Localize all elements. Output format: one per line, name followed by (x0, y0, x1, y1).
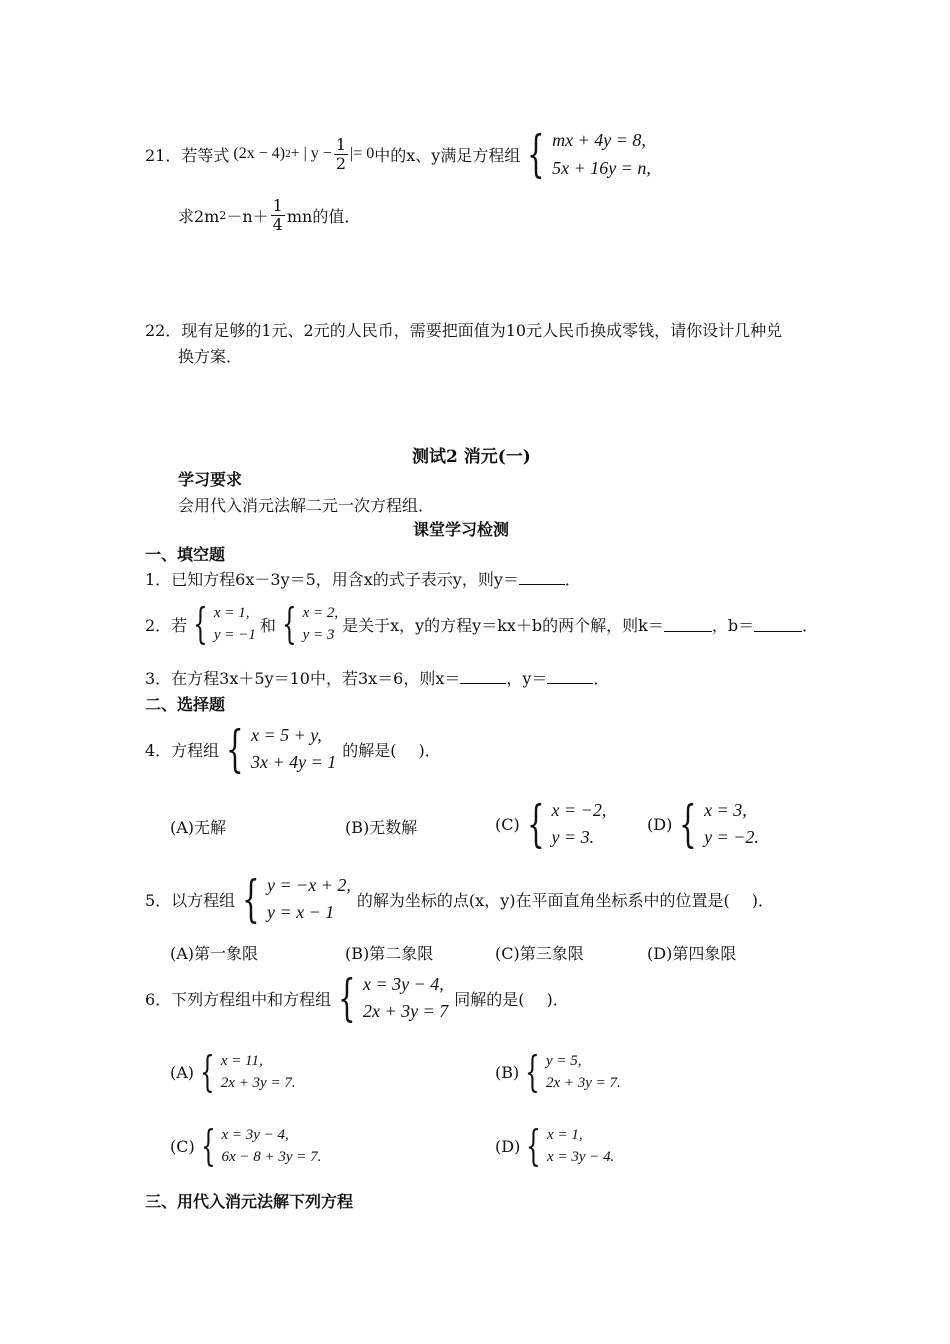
part1-heading: 一、填空题 (145, 545, 226, 564)
q21-line2: 求2m 2 －n＋ $\frac{1}{4}$ mn的值． (178, 195, 361, 234)
q5-option-C[interactable]: (C)第三象限 (495, 944, 584, 963)
p1-q1: 1．已知方程6x－3y＝5，用含x的式子表示y，则y＝ ． (145, 570, 581, 589)
q5-option-A[interactable]: (A)第一象限 (170, 944, 259, 963)
q2-system-2: { x = 2, y = 3 (281, 599, 339, 648)
q21-line1 (145, 126, 651, 182)
requirements-text: 会用代入消元法解二元一次方程组． (178, 496, 435, 515)
q21-system: { mx + 4y = 8, 5x + 16y = n, (527, 125, 651, 183)
q21-sup: 2 (285, 148, 291, 160)
part2-heading: 二、选择题 (145, 695, 226, 714)
q6-option-C[interactable]: (C) { x = 3y − 4, 6x − 8 + 3y = 7. (170, 1121, 322, 1170)
q21-fraction-2: $\frac{1}{4}$ (272, 195, 283, 234)
q21-expr-b: + | y − (290, 145, 332, 162)
p2-q4: 4．方程组 { x = 5 + y, 3x + 4y = 1 的解是( )． (145, 720, 441, 778)
requirements-heading: 学习要求 (178, 470, 243, 489)
q6-option-B[interactable]: (B) { y = 5, 2x + 3y = 7. (495, 1047, 621, 1096)
q21-pre: 若等式 (181, 145, 230, 165)
q2-system-1: { x = 1, y = −1 (193, 599, 256, 648)
q21-number: 21． (145, 145, 182, 165)
p1-q2: 2．若 { x = 1, y = −1 和 { x = 2, y = 3 是关于x，y的方程y＝kx＋b的两个解，则k＝ ，b＝ ． (145, 599, 819, 648)
q21-expr-a: (2x − 4) (233, 145, 286, 162)
classroom-check-title: 课堂学习检测 (413, 520, 510, 539)
q21-mid: 中的x、y满足方程组 (374, 145, 521, 165)
p1-q3: 3．在方程3x＋5y＝10中，若3x＝6，则x＝ ，y＝ ． (145, 669, 610, 688)
blank (519, 570, 565, 585)
q4-option-B[interactable]: (B)无数解 (345, 818, 418, 837)
part3-heading: 三、用代入消元法解下列方程 (145, 1192, 354, 1211)
q21-fraction: $\frac{1}{2}$ (335, 134, 347, 173)
q4-option-D[interactable]: (D) { x = 3, y = −2. (647, 795, 759, 853)
q6-option-A[interactable]: (A) { x = 11, 2x + 3y = 7. (170, 1047, 296, 1096)
q22-line1: 22．现有足够的1元、2元的人民币，需要把面值为10元人民币换成零钱，请你设计几种兑 (145, 321, 783, 340)
q5-option-B[interactable]: (B)第二象限 (345, 944, 434, 963)
q4-option-A[interactable]: (A)无解 (170, 818, 227, 837)
p2-q5: 5．以方程组 { y = −x + 2, y = x − 1 的解为坐标的点(x，y)在平面直角坐标系中的位置是( )． (145, 870, 774, 928)
q5-option-D[interactable]: (D)第四象限 (647, 944, 737, 963)
q22-line2: 换方案． (178, 347, 243, 366)
q4-option-C[interactable]: (C) { x = −2, y = 3. (495, 795, 607, 853)
q6-option-D[interactable]: (D) { x = 1, x = 3y − 4. (495, 1121, 615, 1170)
p2-q6: 6．下列方程组中和方程组 { x = 3y − 4, 2x + 3y = 7 同解的是( )． (145, 969, 569, 1027)
q21-expr-c: |= 0 (350, 145, 375, 162)
section-title: 测试2 消元(一) (412, 447, 531, 467)
